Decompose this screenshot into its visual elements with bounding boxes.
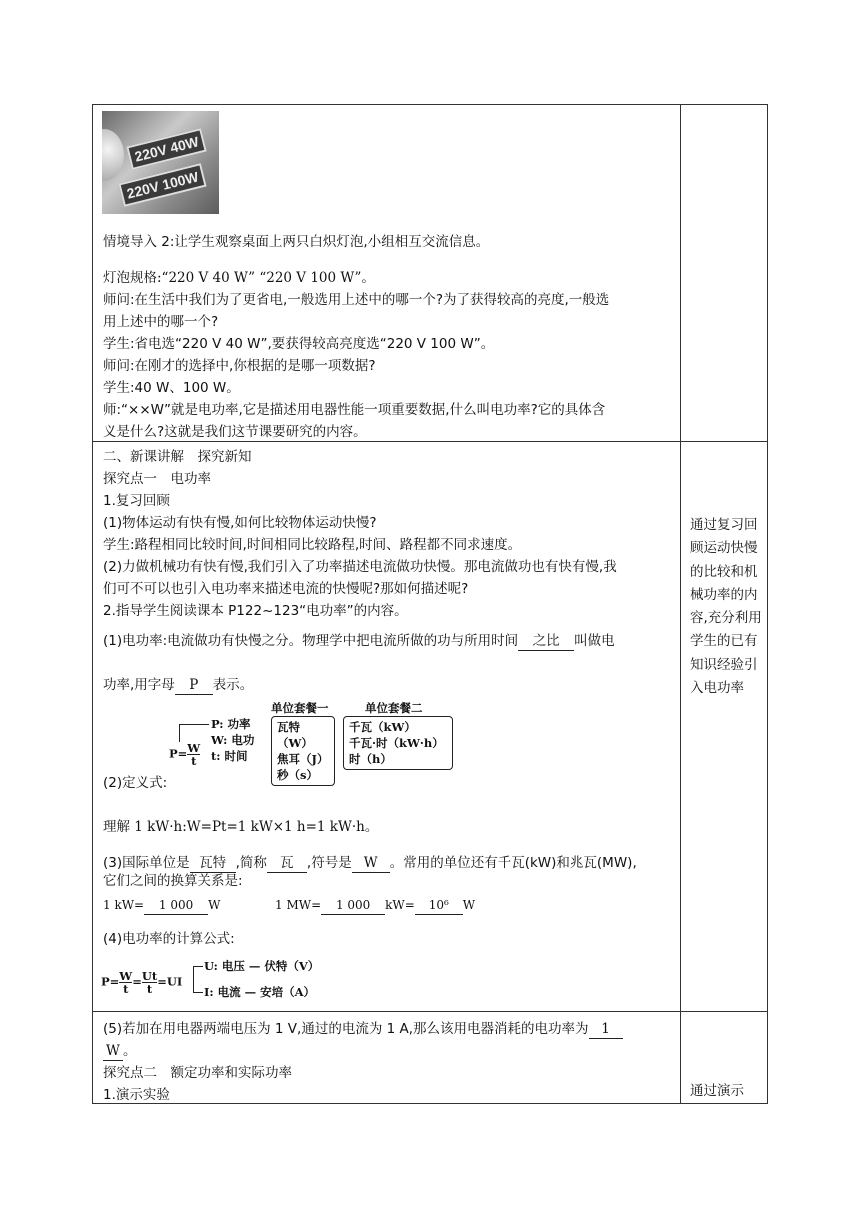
text-line: (2)力做机械功有快有慢,我们引入了功率描述电流做功快慢。那电流做功也有快有慢,我: [103, 559, 617, 575]
subsection-heading: 探究点二 额定功率和实际功率: [103, 1065, 292, 1081]
unit-group-1: [271, 716, 335, 786]
conversion-1: [103, 896, 220, 915]
units-line: [103, 854, 637, 873]
calc-formula: P= $\frac{W}{t}$ = $\frac{Ut}{t}$ =UI: [101, 969, 183, 996]
table-row: [92, 442, 768, 1012]
section-heading: 二、新课讲解 探究新知: [103, 449, 252, 465]
answer-blank: P: [175, 676, 213, 695]
text-line: 学生:路程相同比较时间,时间相同比较路程,时间、路程都不同求速度。: [103, 537, 522, 553]
answer-blank: 1 000: [144, 896, 208, 915]
text: W: [208, 898, 221, 912]
voltage-label: U: 电压 — 伏特（V）: [204, 959, 320, 973]
text-line: 理解 1 kW·h:W=Pt=1 kW×1 h=1 kW·h。: [103, 819, 379, 835]
group2-title: 单位套餐二: [365, 701, 423, 715]
text-line: 师:“××W”就是电功率,它是描述用电器性能一项重要数据,什么叫电功率?它的具体含: [103, 402, 606, 418]
conversion-2: [275, 896, 475, 915]
text: (1)电功率:电流做功有快慢之分。物理学中把电流所做的功与所用时间: [103, 633, 519, 649]
unit-group-2: [343, 716, 453, 770]
answer-blank: 之比: [518, 632, 574, 651]
text: 表示。: [212, 677, 254, 693]
text: kW=: [385, 898, 415, 912]
content-cell: [93, 105, 681, 441]
lesson-table: [92, 104, 768, 1104]
text: ,简称: [235, 855, 267, 871]
unit-item: 时（h）: [349, 752, 392, 766]
side-note: 通过复习回顾运动快慢的比较和机械功率的内容,充分利用学生的已有知识经验引入电功率: [690, 517, 762, 697]
unit-item: 秒（s）: [277, 768, 318, 782]
answer-blank: 10⁶: [415, 896, 463, 915]
text: (5)若加在用电器两端电压为 1 V,通过的电流为 1 A,那么该用电器消耗的电功率为: [103, 1021, 589, 1037]
answer-blank: 1: [589, 1020, 623, 1039]
answer-blank: W: [352, 854, 390, 873]
content-cell: [93, 442, 681, 1011]
text-line: 师问:在生活中我们为了更省电,一般选用上述中的哪一个?为了获得较高的亮度,一般选: [103, 292, 610, 308]
light-bulb-image: [102, 111, 219, 214]
text-line: 学生:40 W、100 W。: [103, 380, 240, 396]
current-label: I: 电流 — 安培（A）: [204, 985, 316, 999]
power-formula-diagram: [169, 701, 459, 782]
question-line-cont: [103, 1042, 137, 1061]
definition-line: [103, 676, 253, 695]
calc-formula-diagram: [101, 960, 361, 1004]
text: 叫做电: [574, 633, 615, 649]
text-line: 们可不可以也引入电功率来描述电流的快慢呢?那如何描述呢?: [103, 581, 469, 597]
t-label: t: 时间: [211, 749, 248, 763]
table-row: [92, 1012, 768, 1104]
text-line: 它们之间的换算关系是:: [103, 873, 243, 889]
w-label: W: 电功: [211, 733, 255, 747]
text: 1 kW=: [103, 898, 145, 912]
answer-blank: W: [103, 1042, 123, 1061]
unit-item: 瓦特（W）: [277, 720, 313, 750]
text-line: 义是什么?这就是我们这节课要研究的内容。: [103, 424, 367, 440]
bulb-label-100w: 220V 100W: [118, 163, 206, 207]
text: (3)国际单位是: [103, 855, 190, 871]
text-line: 情境导入 2:让学生观察桌面上两只白炽灯泡,小组相互交流信息。: [103, 234, 490, 250]
formula-label: (2)定义式:: [103, 775, 168, 791]
group1-title: 单位套餐一: [271, 701, 329, 715]
side-note: 通过演示: [690, 1083, 744, 1099]
note-cell: [681, 1012, 767, 1103]
unit-item: 千瓦（kW）: [349, 720, 416, 734]
text: 1 MW=: [275, 898, 322, 912]
bulb-label-40w: 220V 40W: [126, 128, 207, 170]
text-line: 学生:省电选“220 V 40 W”,要获得较高亮度选“220 V 100 W”。: [103, 336, 495, 352]
table-row: [92, 104, 768, 442]
content-cell: [93, 1012, 681, 1103]
text: ,符号是: [306, 855, 352, 871]
question-line: [103, 1020, 623, 1039]
answer-blank: 1 000: [321, 896, 385, 915]
subsection-heading: 探究点一 电功率: [103, 471, 211, 487]
text-line: 灯泡规格:“220 V 40 W” “220 V 100 W”。: [103, 270, 375, 286]
text: W: [462, 898, 476, 912]
text-line: (1)物体运动有快有慢,如何比较物体运动快慢?: [103, 515, 377, 531]
p-label: P: 功率: [211, 717, 251, 731]
text: 功率,用字母: [103, 677, 175, 693]
text: 。常用的单位还有千瓦(kW)和兆瓦(MW),: [389, 855, 637, 871]
unit-item: 焦耳（J）: [277, 752, 329, 766]
unit-item: 千瓦·时（kW·h）: [349, 736, 444, 750]
text: 。: [123, 1043, 137, 1059]
text-line: 用上述中的哪一个?: [103, 314, 219, 330]
text-line: 2.指导学生阅读课本 P122~123“电功率”的内容。: [103, 603, 408, 619]
note-cell: [681, 442, 767, 1011]
definition-line: [103, 632, 615, 651]
formula-fraction: P= $\frac{W}{t}$: [169, 741, 201, 768]
answer-blank: 瓦: [267, 854, 307, 873]
text-line: (4)电功率的计算公式:: [103, 931, 235, 947]
text-line: 1.复习回顾: [103, 493, 170, 509]
note-cell: [681, 105, 767, 441]
answer-blank: 瓦特: [190, 854, 236, 873]
text-line: 1.演示实验: [103, 1087, 170, 1103]
text-line: 师问:在刚才的选择中,你根据的是哪一项数据?: [103, 358, 376, 374]
